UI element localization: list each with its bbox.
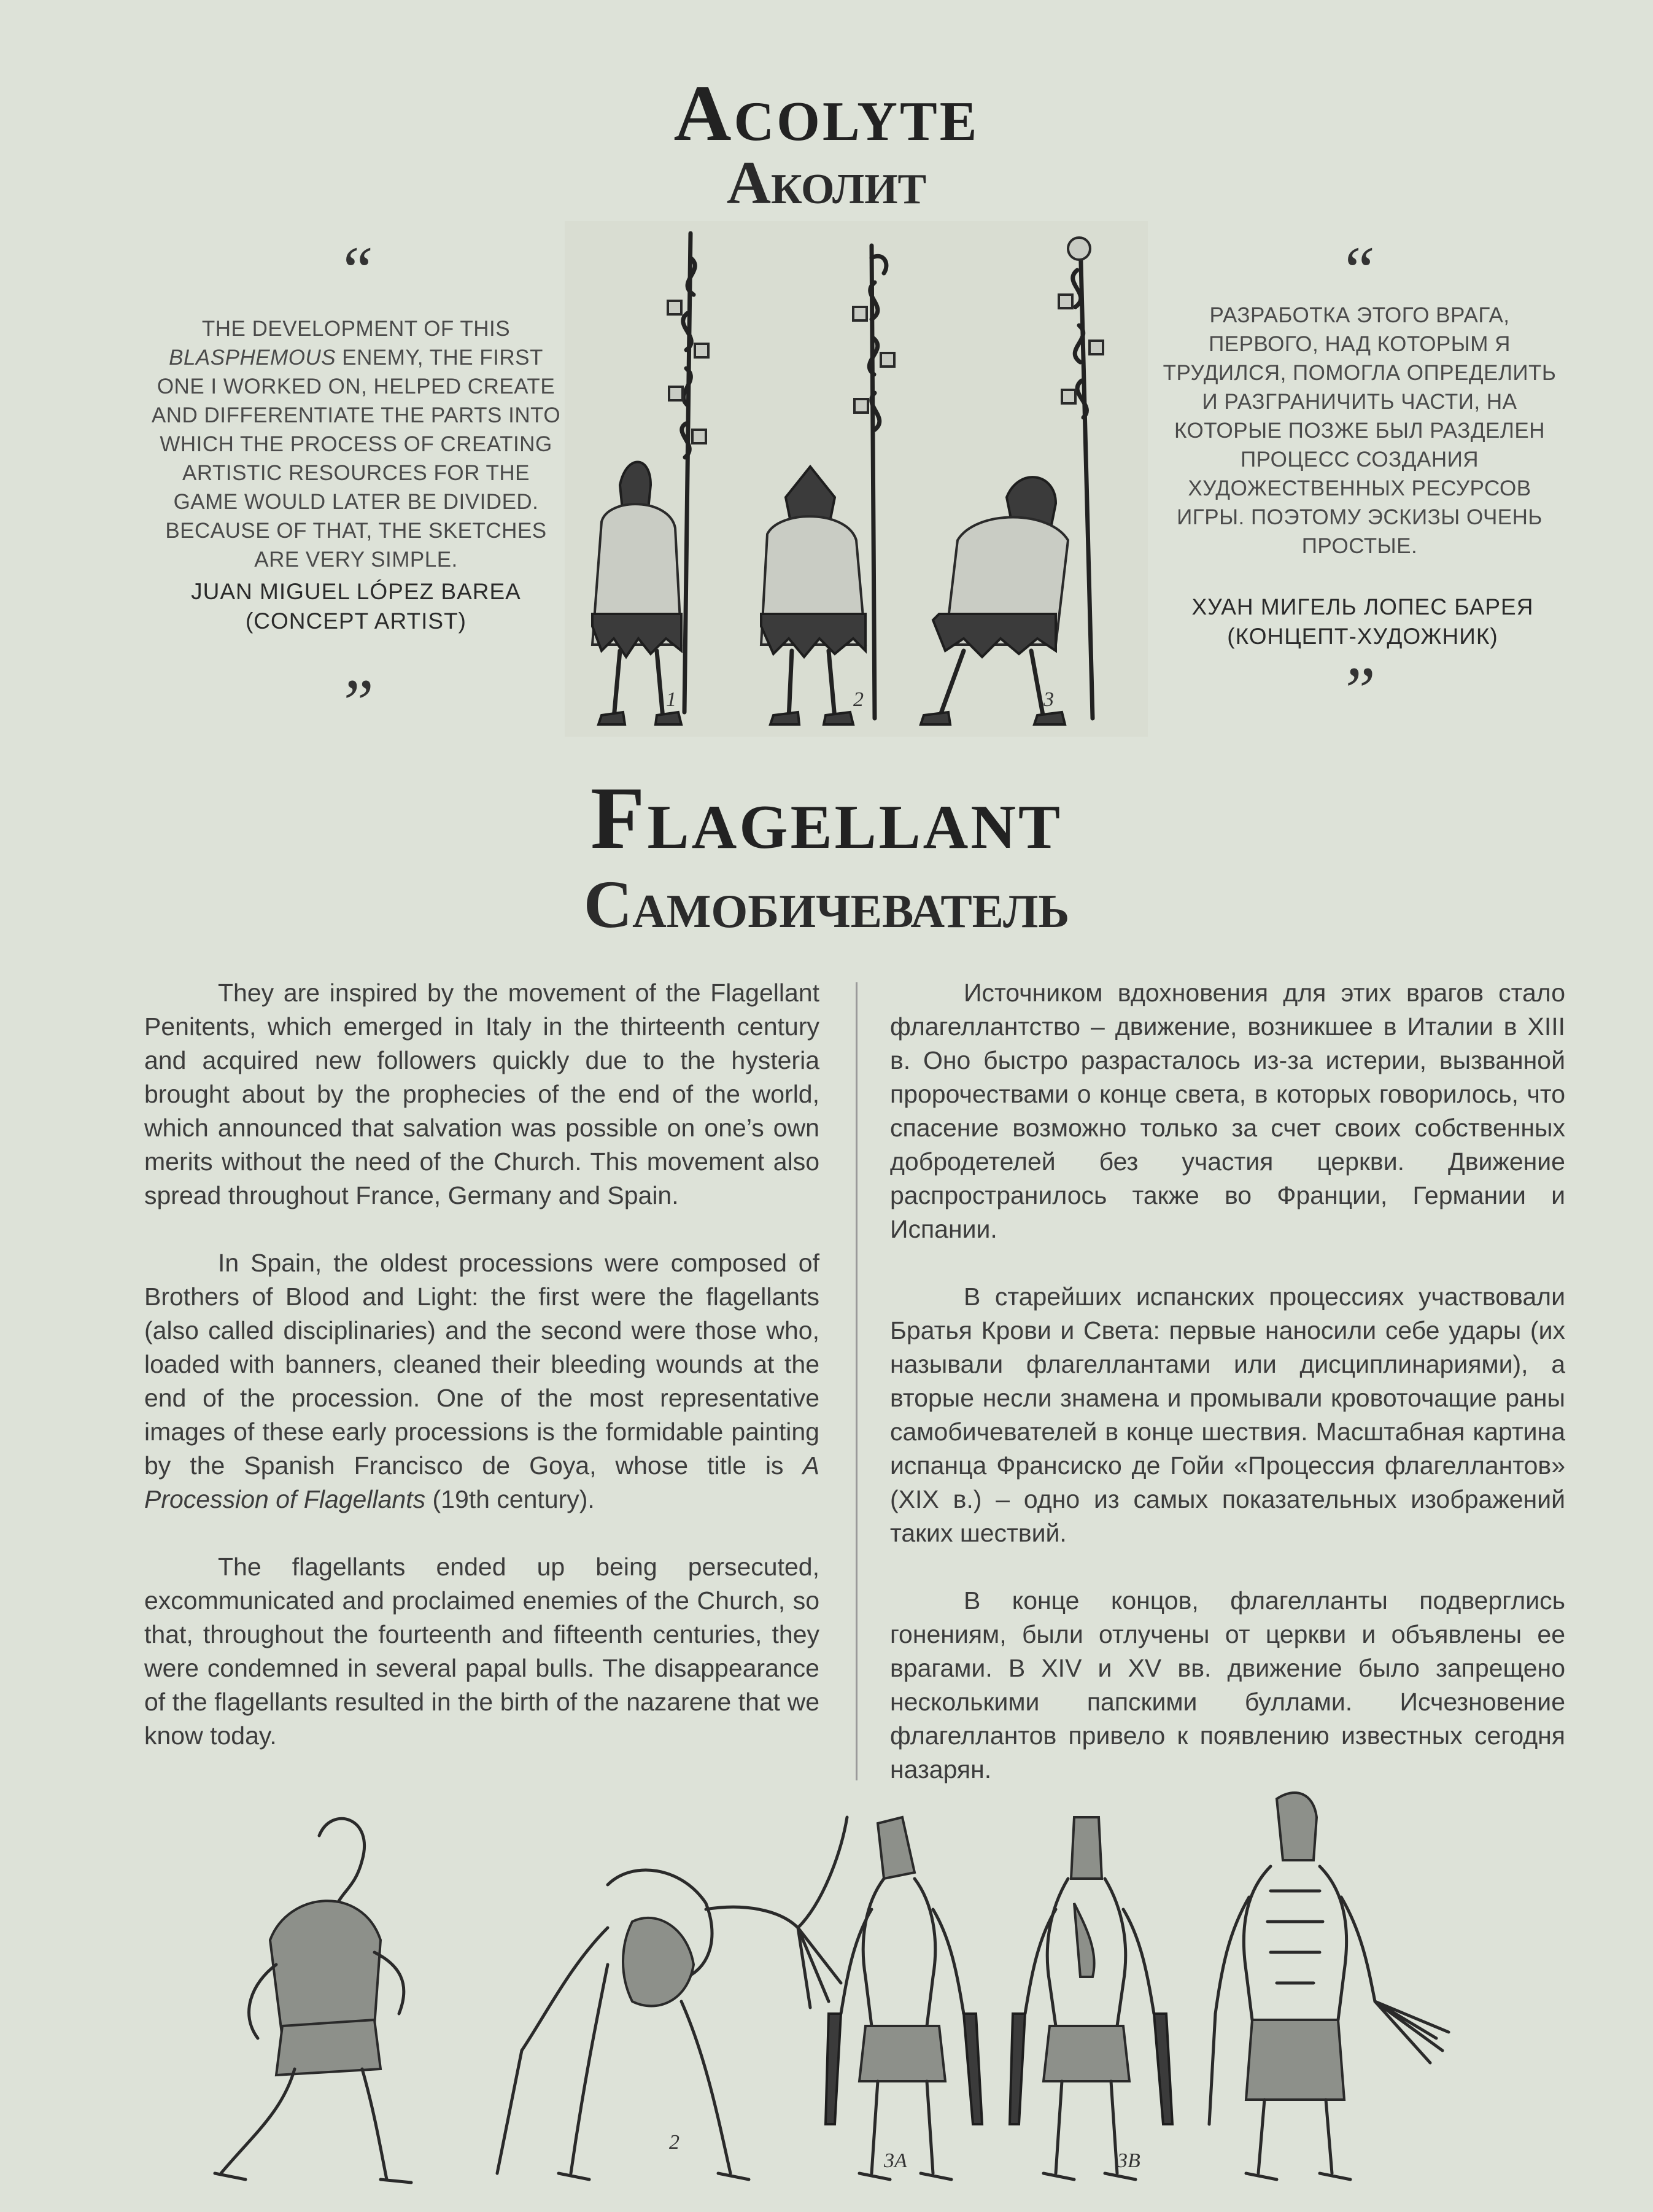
acolyte-sketches (565, 221, 1148, 737)
quote-close-mark-ru: ” (1338, 653, 1376, 728)
paragraph-ru-3: В конце концов, флагелланты подверглись гонениям, были отлучены от церкви и объявлены ее врагами. В XIV и XV вв. движение было запрещено несколькими папскими буллами. Исчезновение флагеллантов привело к появлению известных сегодня назарян. (890, 1586, 1565, 1783)
flagellant-sketch-3b (1010, 1817, 1172, 2179)
quote-en-part2: ENEMY, THE FIRST ONE I WORKED ON, HELPED CREATE AND DIFFERENTIATE THE PARTS INTO WHICH THE PROCESS OF CREATING ARTISTIC RESOURCES FOR THE GAME WOULD LATER BE DIVIDED. BECAUSE OF THAT, THE SKETCHES ARE VERY SIMPLE. (151, 346, 561, 572)
svg-text:3: 3 (1043, 688, 1054, 711)
paragraph-en-1: They are inspired by the movement of the Flagellant Penitents, which emerged in Italy in the thirteenth century and acquired new followers quickly due to the hysteria brought about by the prophecies of the end of the world, which announced that salvation was possible on one’s own merits without the need of the Church. This movement also spread throughout France, Germany and Spain. (144, 979, 819, 1209)
paragraph-en-2-text: In Spain, the oldest processions were composed of Brothers of Blood and Light: the first were the flagellants (also called disciplinaries) and the second were those who, loaded with banners, cleaned their bleeding wounds at the end of the procession. One of the most representative images of these early processions is the formidable painting by the Spanish Francisco de Goya, whose title is (144, 1249, 819, 1480)
paragraph-ru-2: В старейших испанских процессиях участвовали Братья Крови и Света: первые наносили себе удары (их называли флагеллантами или дисциплинариями), а вторые несли знамена и промывали кровоточащие раны самобичевателей в конце шествия. Масштабная картина испанца Франсиско де Гойи «Процессия флагеллантов» (XIX в.) – одно из самых показательных изображений таких шествий. (890, 1283, 1565, 1547)
acolyte-title: Acolyte (673, 69, 980, 158)
attribution-en (172, 577, 540, 636)
svg-text:3A: 3A (884, 2149, 907, 2172)
svg-text:2: 2 (853, 688, 864, 711)
svg-text:3B: 3B (1117, 2149, 1140, 2172)
attribution-en-role: (CONCEPT ARTIST) (245, 608, 466, 634)
body-column-en (144, 976, 819, 1787)
acolyte-title-ru: Аколит (726, 149, 927, 217)
paragraph-en-2-end: (19th century). (432, 1485, 595, 1513)
flagellant-title: Flagellant (590, 769, 1063, 867)
attribution-ru-name: ХУАН МИГЕЛЬ ЛОПЕС БАРЕЯ (1191, 594, 1534, 619)
flagellant-sketch-3a (826, 1817, 982, 2179)
paragraph-ru-1: Источником вдохновения для этих врагов стало флагеллантство – движение, возникшее в Италии в XIII в. Оно быстро разрасталось из-за истерии, вызванной пророчествами о конце света, в которых говорилось, что спасение возможно только за счет своих собственных добродетелей без участия церкви. Движение распространилось также во Франции, Германии и Испании. (890, 979, 1565, 1243)
quote-en-italic: BLASPHEMOUS (169, 346, 336, 370)
flagellant-sketch-4 (1209, 1793, 1449, 2179)
quote-open-mark-en: “ (336, 233, 374, 308)
acolyte-quote-ru: РАЗРАБОТКА ЭТОГО ВРАГА, ПЕРВОГО, НАД КОТОРЫМ Я ТРУДИЛСЯ, ПОМОГЛА ОПРЕДЕЛИТЬ И РАЗГРАНИЧИТЬ ЧАСТИ, НА КОТОРЫЕ ПОЗЖЕ БЫЛ РАЗДЕЛЕН ПРОЦЕСС СОЗДАНИЯ ХУДОЖЕСТВЕННЫХ РЕСУРСОВ ИГРЫ. ПОЭТОМУ ЭСКИЗЫ ОЧЕНЬ ПРОСТЫЕ. (1163, 303, 1557, 558)
attribution-ru-role: (КОНЦЕПТ-ХУДОЖНИК) (1227, 624, 1498, 649)
flagellant-sketches (178, 1780, 1590, 2198)
flagellant-title-ru: Самобичеватель (583, 867, 1070, 942)
paragraph-en-2 (144, 1246, 819, 1516)
paragraph-en-3: The flagellants ended up being persecuted, excommunicated and proclaimed enemies of the Church, so that, throughout the fourteenth and fifteenth centuries, they were condemned in several papal bulls. The disappearance of the flagellants resulted in the birth of the nazarene that we know today. (144, 1553, 819, 1750)
painting-title: A Procession of Flagellants (144, 1451, 819, 1513)
body-column-ru (890, 976, 1565, 1820)
attribution-ru (1166, 592, 1559, 651)
flagellant-sketch-1 (215, 1818, 411, 2183)
column-divider (856, 982, 857, 1780)
quote-close-mark-en: ” (336, 666, 374, 740)
svg-text:2: 2 (669, 2131, 679, 2154)
svg-text:1: 1 (666, 688, 676, 711)
quote-en-part1: THE DEVELOPMENT OF THIS (201, 317, 511, 341)
acolyte-quote-en (147, 314, 565, 574)
flagellant-sketch-2 (497, 1817, 847, 2179)
quote-open-mark-ru: “ (1338, 233, 1376, 308)
attribution-en-name: JUAN MIGUEL LÓPEZ BAREA (191, 579, 521, 604)
